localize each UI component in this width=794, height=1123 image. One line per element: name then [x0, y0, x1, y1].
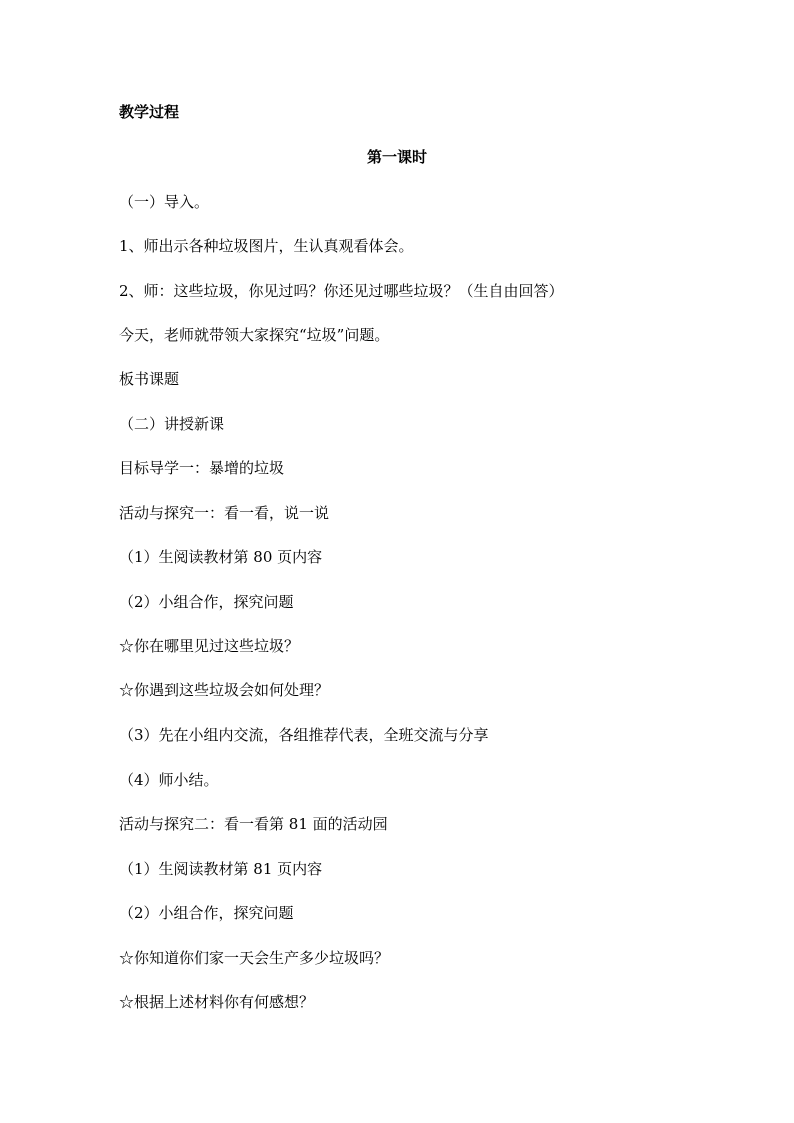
paragraph-line: 2、师：这些垃圾，你见过吗？你还见过哪些垃圾？（生自由回答）: [119, 282, 564, 300]
paragraph-line: （1）生阅读教材第 80 页内容: [119, 548, 323, 566]
paragraph-line: 今天，老师就带领大家探究“垃圾”问题。: [119, 326, 390, 344]
paragraph-line: （3）先在小组内交流，各组推荐代表，全班交流与分享: [119, 726, 489, 744]
paragraph-line: （二）讲授新课: [119, 415, 225, 433]
paragraph-line: （1）生阅读教材第 81 页内容: [119, 860, 323, 878]
paragraph-line: 板书课题: [119, 370, 180, 388]
paragraph-line: ☆你在哪里见过这些垃圾？: [119, 637, 300, 655]
paragraph-line: （2）小组合作，探究问题: [119, 904, 294, 922]
paragraph-line: ☆你遇到这些垃圾会如何处理？: [119, 681, 330, 699]
paragraph-line: （一）导入。: [119, 193, 210, 211]
paragraph-line: ☆你知道你们家一天会生产多少垃圾吗？: [119, 949, 390, 967]
paragraph-line: ☆根据上述材料你有何感想？: [119, 993, 315, 1011]
paragraph-line: 活动与探究二：看一看第 81 面的活动园: [119, 815, 388, 833]
paragraph-line: 目标导学一：暴增的垃圾: [119, 459, 285, 477]
paragraph-line: （4）师小结。: [119, 771, 219, 789]
lesson-title: 第一课时: [366, 148, 427, 166]
paragraph-line: 活动与探究一：看一看，说一说: [119, 504, 330, 522]
paragraph-line: （2）小组合作，探究问题: [119, 593, 294, 611]
section-title: 教学过程: [119, 103, 180, 121]
paragraph-line: 1、师出示各种垃圾图片，生认真观看体会。: [119, 237, 414, 255]
